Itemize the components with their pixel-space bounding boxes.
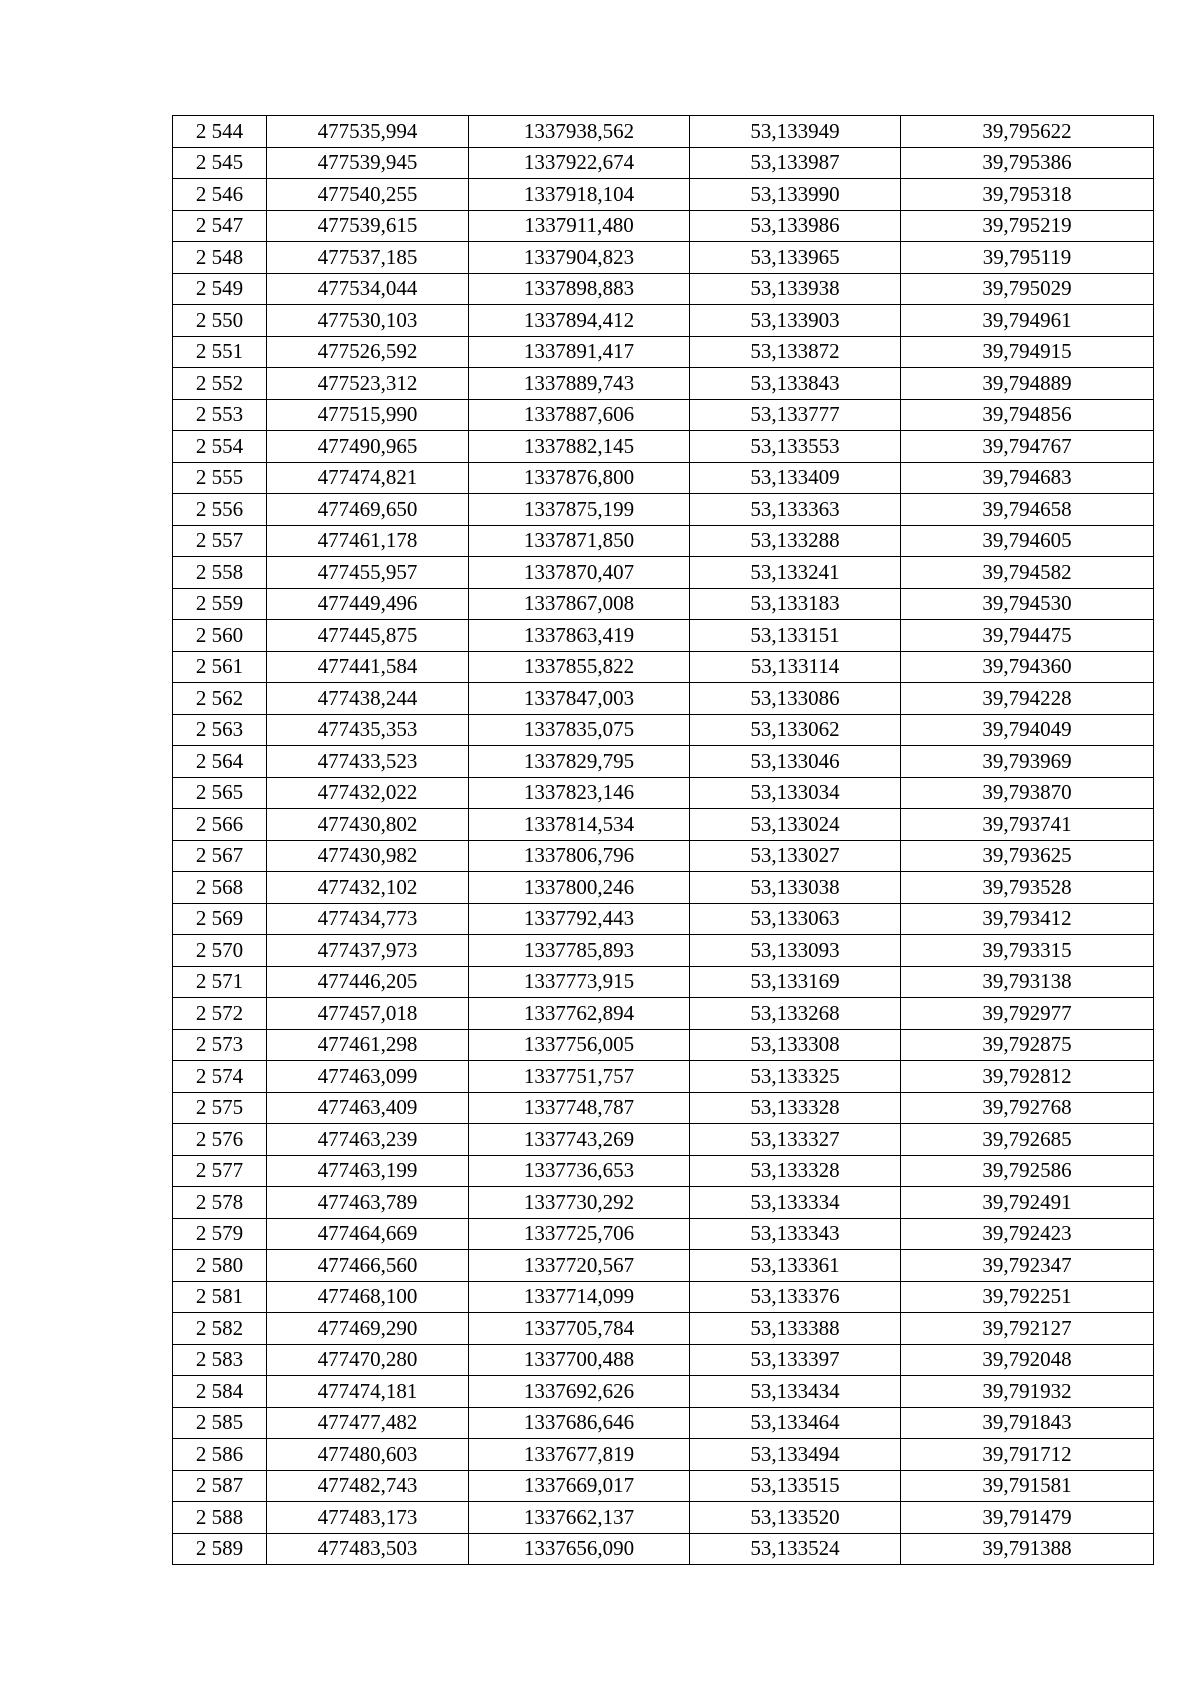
longitude-cell: 39,795318	[901, 179, 1154, 211]
y-coordinate-cell: 1337814,534	[469, 809, 690, 841]
longitude-cell: 39,795386	[901, 147, 1154, 179]
longitude-cell: 39,794889	[901, 368, 1154, 400]
table-row	[173, 1124, 1154, 1156]
latitude-cell: 53,133241	[690, 557, 901, 589]
y-coordinate-cell: 1337855,822	[469, 651, 690, 683]
longitude-cell: 39,795029	[901, 273, 1154, 305]
point-number-cell: 2 588	[173, 1502, 267, 1534]
longitude-cell: 39,792251	[901, 1281, 1154, 1313]
longitude-cell: 39,794915	[901, 336, 1154, 368]
table-row	[173, 494, 1154, 526]
point-number-cell: 2 585	[173, 1407, 267, 1439]
y-coordinate-cell: 1337863,419	[469, 620, 690, 652]
table-row	[173, 872, 1154, 904]
y-coordinate-cell: 1337867,008	[469, 588, 690, 620]
x-coordinate-cell: 477461,178	[267, 525, 469, 557]
table-row	[173, 525, 1154, 557]
x-coordinate-cell: 477463,789	[267, 1187, 469, 1219]
latitude-cell: 53,133515	[690, 1470, 901, 1502]
y-coordinate-cell: 1337918,104	[469, 179, 690, 211]
y-coordinate-cell: 1337686,646	[469, 1407, 690, 1439]
x-coordinate-cell: 477523,312	[267, 368, 469, 400]
longitude-cell: 39,791932	[901, 1376, 1154, 1408]
point-number-cell: 2 580	[173, 1250, 267, 1282]
point-number-cell: 2 578	[173, 1187, 267, 1219]
point-number-cell: 2 545	[173, 147, 267, 179]
latitude-cell: 53,133434	[690, 1376, 901, 1408]
y-coordinate-cell: 1337773,915	[469, 966, 690, 998]
y-coordinate-cell: 1337898,883	[469, 273, 690, 305]
x-coordinate-cell: 477530,103	[267, 305, 469, 337]
table-row	[173, 1407, 1154, 1439]
point-number-cell: 2 566	[173, 809, 267, 841]
latitude-cell: 53,133327	[690, 1124, 901, 1156]
x-coordinate-cell: 477539,615	[267, 210, 469, 242]
longitude-cell: 39,794049	[901, 714, 1154, 746]
table-row	[173, 840, 1154, 872]
x-coordinate-cell: 477430,802	[267, 809, 469, 841]
y-coordinate-cell: 1337725,706	[469, 1218, 690, 1250]
x-coordinate-cell: 477457,018	[267, 998, 469, 1030]
longitude-cell: 39,792812	[901, 1061, 1154, 1093]
x-coordinate-cell: 477477,482	[267, 1407, 469, 1439]
point-number-cell: 2 560	[173, 620, 267, 652]
table-row	[173, 683, 1154, 715]
y-coordinate-cell: 1337806,796	[469, 840, 690, 872]
latitude-cell: 53,133062	[690, 714, 901, 746]
x-coordinate-cell: 477433,523	[267, 746, 469, 778]
x-coordinate-cell: 477537,185	[267, 242, 469, 274]
latitude-cell: 53,133093	[690, 935, 901, 967]
x-coordinate-cell: 477464,669	[267, 1218, 469, 1250]
x-coordinate-cell: 477445,875	[267, 620, 469, 652]
longitude-cell: 39,793412	[901, 903, 1154, 935]
longitude-cell: 39,791581	[901, 1470, 1154, 1502]
latitude-cell: 53,133520	[690, 1502, 901, 1534]
y-coordinate-cell: 1337756,005	[469, 1029, 690, 1061]
table-row	[173, 746, 1154, 778]
longitude-cell: 39,794582	[901, 557, 1154, 589]
longitude-cell: 39,792875	[901, 1029, 1154, 1061]
longitude-cell: 39,795119	[901, 242, 1154, 274]
x-coordinate-cell: 477461,298	[267, 1029, 469, 1061]
latitude-cell: 53,133038	[690, 872, 901, 904]
y-coordinate-cell: 1337829,795	[469, 746, 690, 778]
coordinates-table-body	[173, 116, 1154, 1565]
longitude-cell: 39,794961	[901, 305, 1154, 337]
longitude-cell: 39,792768	[901, 1092, 1154, 1124]
y-coordinate-cell: 1337887,606	[469, 399, 690, 431]
latitude-cell: 53,133027	[690, 840, 901, 872]
x-coordinate-cell: 477437,973	[267, 935, 469, 967]
table-row	[173, 1470, 1154, 1502]
table-row	[173, 431, 1154, 463]
y-coordinate-cell: 1337891,417	[469, 336, 690, 368]
longitude-cell: 39,791479	[901, 1502, 1154, 1534]
latitude-cell: 53,133328	[690, 1092, 901, 1124]
table-row	[173, 210, 1154, 242]
point-number-cell: 2 554	[173, 431, 267, 463]
longitude-cell: 39,795219	[901, 210, 1154, 242]
table-row	[173, 368, 1154, 400]
x-coordinate-cell: 477539,945	[267, 147, 469, 179]
y-coordinate-cell: 1337876,800	[469, 462, 690, 494]
point-number-cell: 2 589	[173, 1533, 267, 1565]
latitude-cell: 53,133938	[690, 273, 901, 305]
table-row	[173, 935, 1154, 967]
point-number-cell: 2 574	[173, 1061, 267, 1093]
latitude-cell: 53,133343	[690, 1218, 901, 1250]
y-coordinate-cell: 1337889,743	[469, 368, 690, 400]
table-row	[173, 1155, 1154, 1187]
point-number-cell: 2 564	[173, 746, 267, 778]
latitude-cell: 53,133494	[690, 1439, 901, 1471]
table-row	[173, 620, 1154, 652]
point-number-cell: 2 583	[173, 1344, 267, 1376]
x-coordinate-cell: 477463,199	[267, 1155, 469, 1187]
table-row	[173, 903, 1154, 935]
y-coordinate-cell: 1337847,003	[469, 683, 690, 715]
x-coordinate-cell: 477441,584	[267, 651, 469, 683]
longitude-cell: 39,791712	[901, 1439, 1154, 1471]
y-coordinate-cell: 1337922,674	[469, 147, 690, 179]
x-coordinate-cell: 477463,409	[267, 1092, 469, 1124]
point-number-cell: 2 558	[173, 557, 267, 589]
y-coordinate-cell: 1337870,407	[469, 557, 690, 589]
latitude-cell: 53,133169	[690, 966, 901, 998]
longitude-cell: 39,794767	[901, 431, 1154, 463]
y-coordinate-cell: 1337762,894	[469, 998, 690, 1030]
longitude-cell: 39,794228	[901, 683, 1154, 715]
y-coordinate-cell: 1337938,562	[469, 116, 690, 148]
longitude-cell: 39,793315	[901, 935, 1154, 967]
y-coordinate-cell: 1337911,480	[469, 210, 690, 242]
x-coordinate-cell: 477446,205	[267, 966, 469, 998]
table-row	[173, 399, 1154, 431]
longitude-cell: 39,792048	[901, 1344, 1154, 1376]
latitude-cell: 53,133872	[690, 336, 901, 368]
point-number-cell: 2 547	[173, 210, 267, 242]
longitude-cell: 39,794475	[901, 620, 1154, 652]
point-number-cell: 2 568	[173, 872, 267, 904]
longitude-cell: 39,794856	[901, 399, 1154, 431]
table-row	[173, 651, 1154, 683]
table-row	[173, 557, 1154, 589]
latitude-cell: 53,133334	[690, 1187, 901, 1219]
y-coordinate-cell: 1337882,145	[469, 431, 690, 463]
latitude-cell: 53,133553	[690, 431, 901, 463]
point-number-cell: 2 556	[173, 494, 267, 526]
table-row	[173, 462, 1154, 494]
table-row	[173, 714, 1154, 746]
longitude-cell: 39,791388	[901, 1533, 1154, 1565]
longitude-cell: 39,792423	[901, 1218, 1154, 1250]
point-number-cell: 2 570	[173, 935, 267, 967]
point-number-cell: 2 561	[173, 651, 267, 683]
table-row	[173, 777, 1154, 809]
point-number-cell: 2 587	[173, 1470, 267, 1502]
latitude-cell: 53,133409	[690, 462, 901, 494]
x-coordinate-cell: 477515,990	[267, 399, 469, 431]
latitude-cell: 53,133288	[690, 525, 901, 557]
latitude-cell: 53,133376	[690, 1281, 901, 1313]
table-row	[173, 242, 1154, 274]
x-coordinate-cell: 477483,503	[267, 1533, 469, 1565]
point-number-cell: 2 579	[173, 1218, 267, 1250]
coordinates-table	[172, 115, 1154, 1565]
longitude-cell: 39,793870	[901, 777, 1154, 809]
table-row	[173, 1344, 1154, 1376]
point-number-cell: 2 546	[173, 179, 267, 211]
x-coordinate-cell: 477449,496	[267, 588, 469, 620]
x-coordinate-cell: 477466,560	[267, 1250, 469, 1282]
point-number-cell: 2 571	[173, 966, 267, 998]
x-coordinate-cell: 477438,244	[267, 683, 469, 715]
table-row	[173, 1029, 1154, 1061]
point-number-cell: 2 553	[173, 399, 267, 431]
x-coordinate-cell: 477482,743	[267, 1470, 469, 1502]
longitude-cell: 39,793138	[901, 966, 1154, 998]
latitude-cell: 53,133063	[690, 903, 901, 935]
x-coordinate-cell: 477469,290	[267, 1313, 469, 1345]
latitude-cell: 53,133949	[690, 116, 901, 148]
latitude-cell: 53,133308	[690, 1029, 901, 1061]
point-number-cell: 2 582	[173, 1313, 267, 1345]
table-row	[173, 1281, 1154, 1313]
table-row	[173, 1376, 1154, 1408]
table-row	[173, 273, 1154, 305]
point-number-cell: 2 572	[173, 998, 267, 1030]
longitude-cell: 39,794605	[901, 525, 1154, 557]
y-coordinate-cell: 1337823,146	[469, 777, 690, 809]
table-row	[173, 1533, 1154, 1565]
y-coordinate-cell: 1337871,850	[469, 525, 690, 557]
point-number-cell: 2 557	[173, 525, 267, 557]
point-number-cell: 2 562	[173, 683, 267, 715]
table-row	[173, 336, 1154, 368]
table-row	[173, 998, 1154, 1030]
point-number-cell: 2 581	[173, 1281, 267, 1313]
latitude-cell: 53,133987	[690, 147, 901, 179]
latitude-cell: 53,133086	[690, 683, 901, 715]
point-number-cell: 2 576	[173, 1124, 267, 1156]
y-coordinate-cell: 1337875,199	[469, 494, 690, 526]
longitude-cell: 39,793528	[901, 872, 1154, 904]
y-coordinate-cell: 1337751,757	[469, 1061, 690, 1093]
x-coordinate-cell: 477469,650	[267, 494, 469, 526]
x-coordinate-cell: 477483,173	[267, 1502, 469, 1534]
table-row	[173, 116, 1154, 148]
x-coordinate-cell: 477434,773	[267, 903, 469, 935]
x-coordinate-cell: 477474,821	[267, 462, 469, 494]
table-row	[173, 305, 1154, 337]
y-coordinate-cell: 1337792,443	[469, 903, 690, 935]
point-number-cell: 2 555	[173, 462, 267, 494]
table-row	[173, 147, 1154, 179]
longitude-cell: 39,794360	[901, 651, 1154, 683]
x-coordinate-cell: 477534,044	[267, 273, 469, 305]
x-coordinate-cell: 477480,603	[267, 1439, 469, 1471]
table-row	[173, 1313, 1154, 1345]
table-row	[173, 1092, 1154, 1124]
longitude-cell: 39,792977	[901, 998, 1154, 1030]
longitude-cell: 39,795622	[901, 116, 1154, 148]
y-coordinate-cell: 1337700,488	[469, 1344, 690, 1376]
point-number-cell: 2 573	[173, 1029, 267, 1061]
point-number-cell: 2 548	[173, 242, 267, 274]
table-row	[173, 1218, 1154, 1250]
latitude-cell: 53,133268	[690, 998, 901, 1030]
latitude-cell: 53,133024	[690, 809, 901, 841]
point-number-cell: 2 550	[173, 305, 267, 337]
point-number-cell: 2 559	[173, 588, 267, 620]
longitude-cell: 39,794530	[901, 588, 1154, 620]
table-row	[173, 1061, 1154, 1093]
point-number-cell: 2 586	[173, 1439, 267, 1471]
latitude-cell: 53,133151	[690, 620, 901, 652]
table-row	[173, 1502, 1154, 1534]
y-coordinate-cell: 1337669,017	[469, 1470, 690, 1502]
y-coordinate-cell: 1337720,567	[469, 1250, 690, 1282]
y-coordinate-cell: 1337692,626	[469, 1376, 690, 1408]
longitude-cell: 39,794658	[901, 494, 1154, 526]
x-coordinate-cell: 477455,957	[267, 557, 469, 589]
longitude-cell: 39,792685	[901, 1124, 1154, 1156]
point-number-cell: 2 551	[173, 336, 267, 368]
longitude-cell: 39,793741	[901, 809, 1154, 841]
point-number-cell: 2 584	[173, 1376, 267, 1408]
y-coordinate-cell: 1337800,246	[469, 872, 690, 904]
latitude-cell: 53,133777	[690, 399, 901, 431]
x-coordinate-cell: 477490,965	[267, 431, 469, 463]
table-row	[173, 1439, 1154, 1471]
x-coordinate-cell: 477535,994	[267, 116, 469, 148]
x-coordinate-cell: 477432,022	[267, 777, 469, 809]
y-coordinate-cell: 1337904,823	[469, 242, 690, 274]
longitude-cell: 39,794683	[901, 462, 1154, 494]
y-coordinate-cell: 1337743,269	[469, 1124, 690, 1156]
point-number-cell: 2 565	[173, 777, 267, 809]
y-coordinate-cell: 1337714,099	[469, 1281, 690, 1313]
latitude-cell: 53,133046	[690, 746, 901, 778]
y-coordinate-cell: 1337730,292	[469, 1187, 690, 1219]
y-coordinate-cell: 1337677,819	[469, 1439, 690, 1471]
point-number-cell: 2 552	[173, 368, 267, 400]
longitude-cell: 39,791843	[901, 1407, 1154, 1439]
table-row	[173, 809, 1154, 841]
latitude-cell: 53,133397	[690, 1344, 901, 1376]
latitude-cell: 53,133328	[690, 1155, 901, 1187]
latitude-cell: 53,133114	[690, 651, 901, 683]
x-coordinate-cell: 477474,181	[267, 1376, 469, 1408]
x-coordinate-cell: 477432,102	[267, 872, 469, 904]
longitude-cell: 39,793969	[901, 746, 1154, 778]
table-row	[173, 1250, 1154, 1282]
point-number-cell: 2 549	[173, 273, 267, 305]
table-row	[173, 588, 1154, 620]
x-coordinate-cell: 477430,982	[267, 840, 469, 872]
y-coordinate-cell: 1337748,787	[469, 1092, 690, 1124]
y-coordinate-cell: 1337662,137	[469, 1502, 690, 1534]
point-number-cell: 2 569	[173, 903, 267, 935]
y-coordinate-cell: 1337835,075	[469, 714, 690, 746]
longitude-cell: 39,792586	[901, 1155, 1154, 1187]
point-number-cell: 2 544	[173, 116, 267, 148]
latitude-cell: 53,133361	[690, 1250, 901, 1282]
y-coordinate-cell: 1337785,893	[469, 935, 690, 967]
x-coordinate-cell: 477435,353	[267, 714, 469, 746]
point-number-cell: 2 563	[173, 714, 267, 746]
latitude-cell: 53,133843	[690, 368, 901, 400]
y-coordinate-cell: 1337736,653	[469, 1155, 690, 1187]
latitude-cell: 53,133986	[690, 210, 901, 242]
latitude-cell: 53,133990	[690, 179, 901, 211]
longitude-cell: 39,792347	[901, 1250, 1154, 1282]
latitude-cell: 53,133388	[690, 1313, 901, 1345]
point-number-cell: 2 567	[173, 840, 267, 872]
y-coordinate-cell: 1337894,412	[469, 305, 690, 337]
latitude-cell: 53,133363	[690, 494, 901, 526]
longitude-cell: 39,792127	[901, 1313, 1154, 1345]
x-coordinate-cell: 477526,592	[267, 336, 469, 368]
y-coordinate-cell: 1337656,090	[469, 1533, 690, 1565]
latitude-cell: 53,133034	[690, 777, 901, 809]
x-coordinate-cell: 477540,255	[267, 179, 469, 211]
x-coordinate-cell: 477463,239	[267, 1124, 469, 1156]
point-number-cell: 2 577	[173, 1155, 267, 1187]
point-number-cell: 2 575	[173, 1092, 267, 1124]
latitude-cell: 53,133524	[690, 1533, 901, 1565]
table-row	[173, 966, 1154, 998]
longitude-cell: 39,792491	[901, 1187, 1154, 1219]
table-row	[173, 179, 1154, 211]
latitude-cell: 53,133183	[690, 588, 901, 620]
latitude-cell: 53,133325	[690, 1061, 901, 1093]
table-row	[173, 1187, 1154, 1219]
latitude-cell: 53,133903	[690, 305, 901, 337]
x-coordinate-cell: 477470,280	[267, 1344, 469, 1376]
latitude-cell: 53,133464	[690, 1407, 901, 1439]
latitude-cell: 53,133965	[690, 242, 901, 274]
longitude-cell: 39,793625	[901, 840, 1154, 872]
x-coordinate-cell: 477463,099	[267, 1061, 469, 1093]
x-coordinate-cell: 477468,100	[267, 1281, 469, 1313]
y-coordinate-cell: 1337705,784	[469, 1313, 690, 1345]
